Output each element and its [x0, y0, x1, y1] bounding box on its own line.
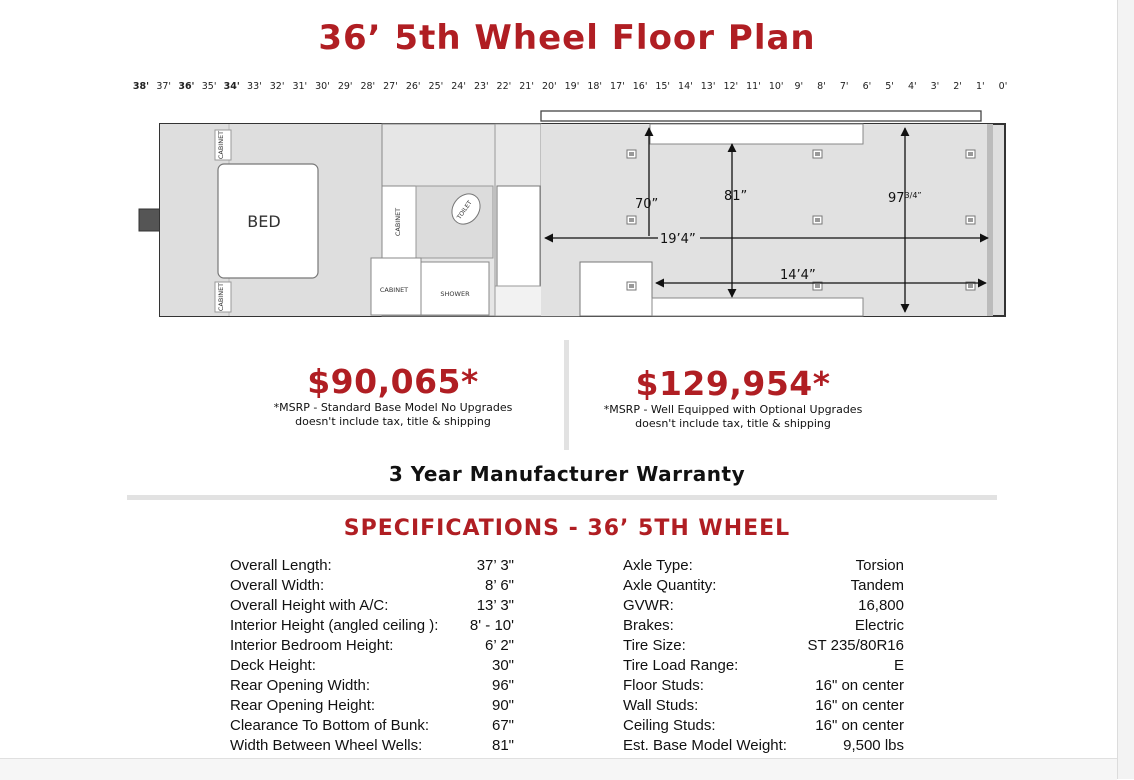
ruler-tick-label: 25' [428, 81, 444, 92]
ruler-tick-label: 31' [292, 81, 308, 92]
ruler-tick-label: 24' [451, 81, 466, 92]
ruler-tick-label: 26' [405, 81, 421, 92]
spec-value: 90" [491, 697, 514, 714]
spec-row [230, 556, 514, 576]
bed-label: BED [247, 212, 281, 231]
spec-value: 67" [491, 717, 514, 734]
spec-value: 16" on center [815, 697, 904, 714]
floor-plan-diagram [0, 70, 1134, 330]
ruler-tick-label: 3' [930, 81, 940, 92]
shower [421, 262, 489, 315]
ruler-tick-label: 10' [768, 81, 784, 92]
spec-row [230, 656, 514, 676]
spec-row [230, 576, 514, 596]
ruler-tick-label: 16' [632, 81, 648, 92]
spec-row [623, 576, 904, 596]
ruler-tick-label: 27' [383, 81, 398, 92]
specifications-title: SPECIFICATIONS - 36’ 5TH WHEEL [343, 516, 791, 541]
spec-value: 16" on center [815, 677, 904, 694]
tie-down-anchor-center [968, 218, 973, 222]
ruler-tick-label: 22' [496, 81, 512, 92]
spec-row [230, 616, 514, 636]
ruler-tick-label: 0' [998, 81, 1008, 92]
spec-label: Tire Load Range: [623, 657, 739, 674]
ruler-tick-label: 20' [541, 81, 557, 92]
upper-bunk [650, 124, 863, 144]
window-bottom-edge [0, 758, 1117, 780]
ruler-tick-label: 15' [655, 81, 671, 92]
spec-value: 6’ 2" [485, 637, 514, 654]
price-base-note-1: *MSRP - Standard Base Model No Upgrades [273, 401, 513, 414]
spec-label: Axle Quantity: [623, 577, 717, 594]
spec-value: 16,800 [858, 597, 904, 614]
spec-value: 9,500 lbs [843, 737, 904, 754]
spec-row [623, 736, 904, 756]
tie-down-anchor-center [629, 152, 634, 156]
price-equipped [580, 364, 886, 431]
tie-down-anchor-center [815, 218, 820, 222]
dim-label-81: 81” [724, 189, 748, 204]
spec-label: Overall Width: [230, 577, 325, 594]
tie-down-anchor-center [629, 218, 634, 222]
tie-down-anchor-center [968, 284, 973, 288]
spec-row [623, 696, 904, 716]
spec-value: 8’ 6" [485, 577, 514, 594]
tie-down-anchor-center [815, 284, 820, 288]
ruler-tick-label: 37' [156, 81, 172, 92]
spec-label: Rear Opening Height: [230, 697, 376, 714]
ruler-tick-label: 19' [564, 81, 580, 92]
ruler-tick-label: 18' [587, 81, 603, 92]
spec-value: 37’ 3" [476, 557, 514, 574]
warranty-heading: 3 Year Manufacturer Warranty [388, 462, 746, 486]
section-divider [127, 495, 997, 500]
spec-label: Deck Height: [230, 657, 316, 674]
tie-down-anchor-center [968, 152, 973, 156]
ruler-tick-label: 2' [953, 81, 962, 92]
ruler-tick-label: 13' [700, 81, 716, 92]
spec-value: Tandem [850, 577, 904, 594]
tie-down-anchor-center [629, 284, 634, 288]
closet [497, 186, 540, 286]
dim-label-97-whole: 97 [888, 191, 905, 206]
spec-value: 16" on center [815, 717, 904, 734]
spec-value: 13’ 3" [476, 597, 514, 614]
spec-value: Electric [854, 617, 904, 634]
ruler-tick-label: 9' [794, 81, 804, 92]
price-base-note-2: doesn't include tax, title & shipping [295, 415, 491, 428]
ruler-tick-label: 29' [337, 81, 353, 92]
price-equipped-amount: $129,954* [635, 364, 831, 403]
spec-row [623, 596, 904, 616]
ruler-tick-label: 23' [473, 81, 489, 92]
ruler-tick-label: 36' [178, 81, 195, 92]
spec-row [230, 636, 514, 656]
ruler-tick-label: 6' [862, 81, 872, 92]
spec-value: 81" [491, 737, 514, 754]
spec-row [623, 716, 904, 736]
spec-label: Est. Base Model Weight: [623, 737, 787, 754]
spec-row [230, 596, 514, 616]
ruler-tick-label: 28' [360, 81, 376, 92]
bath-cabinet-label: CABINET [394, 207, 402, 237]
ruler-tick-label: 38' [132, 81, 150, 92]
ruler-tick-label: 32' [269, 81, 285, 92]
dim-label-19-4: 19’4” [660, 232, 696, 247]
spec-row [623, 616, 904, 636]
spec-label: Clearance To Bottom of Bunk: [230, 717, 429, 734]
ruler-tick-label: 11' [746, 81, 761, 92]
dim-label-14-4: 14’4” [780, 268, 816, 283]
spec-label: Brakes: [623, 617, 674, 634]
spec-label: Overall Height with A/C: [230, 597, 389, 614]
page-title: 36’ 5th Wheel Floor Plan [318, 18, 816, 58]
ruler-tick-label: 1' [975, 81, 985, 92]
spec-value: E [893, 657, 904, 674]
garage-kitchen-block [580, 262, 652, 316]
spec-value: 8' - 10' [469, 617, 514, 634]
spec-row [623, 656, 904, 676]
rear-ramp-door [987, 124, 993, 316]
spec-row [230, 696, 514, 716]
spec-row [623, 636, 904, 656]
spec-label: Axle Type: [623, 557, 693, 574]
toilet-label: TOILET [455, 199, 474, 221]
cabinet-bottom-label: CABINET [217, 282, 225, 312]
ruler-tick-label: 12' [723, 81, 739, 92]
ruler-tick-label: 5' [885, 81, 894, 92]
spec-row [230, 716, 514, 736]
spec-column-left [230, 556, 514, 756]
ruler-tick-label: 17' [610, 81, 625, 92]
spec-label: Width Between Wheel Wells: [230, 737, 423, 754]
spec-label: Wall Studs: [623, 697, 699, 714]
ruler-tick-label: 8' [817, 81, 826, 92]
ruler-tick-label: 30' [315, 81, 330, 92]
dim-label-70: 70” [635, 197, 659, 212]
ruler-tick-label: 35' [201, 81, 217, 92]
spec-row [230, 676, 514, 696]
hitch [139, 209, 161, 231]
spec-label: Floor Studs: [623, 677, 704, 694]
ruler-tick-label: 34' [223, 81, 240, 92]
spec-value: 30" [491, 657, 514, 674]
spec-value: 96" [491, 677, 514, 694]
spec-label: Rear Opening Width: [230, 677, 371, 694]
shower-label: SHOWER [440, 290, 470, 298]
spec-label: Tire Size: [623, 637, 686, 654]
spec-row [230, 736, 514, 756]
cabinet-top-label: CABINET [217, 130, 225, 160]
ruler-tick-label: 21' [519, 81, 534, 92]
cabinet-low-label: CABINET [379, 286, 409, 294]
price-equipped-note-2: doesn't include tax, title & shipping [635, 417, 831, 430]
lower-bunk [652, 298, 863, 316]
spec-column-right [623, 556, 904, 756]
price-equipped-note-1: *MSRP - Well Equipped with Optional Upgrades [603, 403, 863, 416]
spec-row [623, 556, 904, 576]
tie-down-anchor-center [815, 152, 820, 156]
spec-row [623, 676, 904, 696]
spec-label: Interior Bedroom Height: [230, 637, 394, 654]
spec-label: Interior Height (angled ceiling ): [230, 617, 439, 634]
ruler-tick-label: 4' [907, 81, 917, 92]
ruler-tick-label: 14' [678, 81, 693, 92]
price-base-amount: $90,065* [307, 362, 479, 401]
price-base [238, 362, 548, 429]
spec-label: Overall Length: [230, 557, 332, 574]
toilet-area [416, 186, 493, 258]
ruler-tick-label: 7' [839, 81, 849, 92]
spec-value: ST 235/80R16 [807, 637, 904, 654]
spec-value: Torsion [855, 557, 904, 574]
ruler-tick-label: 33' [247, 81, 262, 92]
spec-label: GVWR: [623, 597, 674, 614]
length-ruler [133, 81, 1007, 92]
spec-label: Ceiling Studs: [623, 717, 716, 734]
roof-rail [541, 111, 981, 121]
price-divider [564, 340, 569, 450]
dim-label-97-fraction: 3/4” [904, 191, 922, 200]
